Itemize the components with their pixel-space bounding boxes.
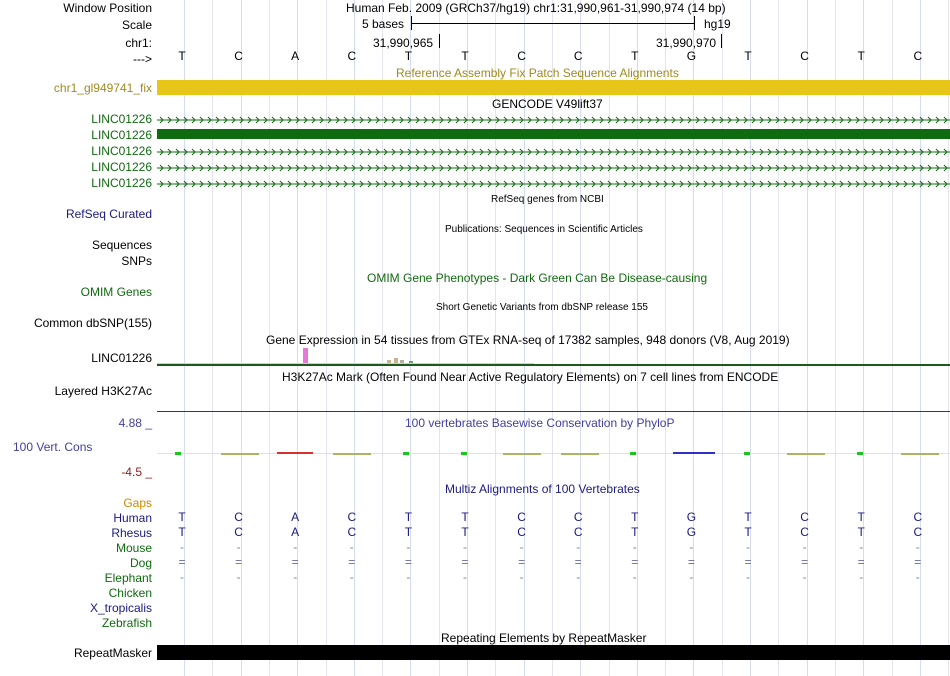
- alignment-base: C: [800, 525, 809, 539]
- multiz-gaps-label[interactable]: Gaps: [123, 496, 152, 510]
- base-letter: T: [744, 49, 752, 63]
- repeatmasker-element-bar[interactable]: [157, 645, 950, 660]
- fix-patch-track-label[interactable]: chr1_gl949741_fix: [53, 81, 152, 95]
- gtex-tissue-bar: [303, 348, 308, 363]
- window-position-label: Window Position: [63, 1, 152, 15]
- alignment-base: T: [631, 510, 639, 524]
- alignment-base: =: [518, 555, 526, 569]
- alignment-base: =: [348, 555, 356, 569]
- alignment-base: -: [463, 570, 467, 584]
- base-letter: C: [517, 49, 526, 63]
- alignment-base: =: [801, 555, 809, 569]
- alignment-base: -: [915, 570, 920, 584]
- gencode-transcript-label-5[interactable]: LINC01226: [91, 176, 152, 190]
- phylop-score-mark: [901, 453, 939, 455]
- phylop-max-value: 4.88 _: [118, 416, 152, 430]
- transcript-4-intron-arrows: [157, 163, 950, 173]
- base-letter: C: [234, 49, 243, 63]
- alignment-base: -: [293, 540, 298, 554]
- alignment-base: -: [576, 540, 581, 554]
- gtex-track-title[interactable]: Gene Expression in 54 tissues from GTEx RNA-seq of 17382 samples, 948 donors (V8, Aug 2019): [266, 333, 790, 347]
- chromosome-label: chr1:: [125, 36, 152, 50]
- alignment-base: =: [914, 555, 922, 569]
- alignment-base: T: [857, 510, 865, 524]
- alignment-base: =: [178, 555, 186, 569]
- species-label-rhesus[interactable]: Rhesus: [111, 526, 152, 540]
- gtex-gene-bar[interactable]: [157, 364, 950, 366]
- omim-track-label[interactable]: OMIM Genes: [80, 285, 152, 299]
- base-letter: T: [631, 49, 639, 63]
- species-label-x-tropicalis[interactable]: X_tropicalis: [89, 601, 152, 615]
- gencode-transcript-label-3[interactable]: LINC01226: [91, 144, 152, 158]
- gencode-transcript-4[interactable]: [157, 162, 950, 172]
- base-letter: T: [404, 49, 413, 63]
- publications-track-title[interactable]: Publications: Sequences in Scientific Articles: [445, 224, 643, 235]
- alignment-base: T: [178, 510, 186, 524]
- alignment-base: -: [632, 570, 637, 584]
- alignment-base: -: [689, 570, 694, 584]
- alignment-base: =: [687, 555, 695, 569]
- alignment-base: -: [802, 570, 807, 584]
- phylop-score-mark: [630, 452, 636, 455]
- phylop-min-value: -4.5 _: [121, 465, 152, 479]
- alignment-base: T: [461, 510, 469, 524]
- alignment-base: C: [517, 525, 526, 539]
- gtex-tissue-bar: [394, 358, 398, 363]
- alignment-base: C: [347, 525, 357, 539]
- gencode-transcript-label-4[interactable]: LINC01226: [91, 160, 152, 174]
- base-letter: T: [461, 49, 469, 63]
- alignment-base: C: [573, 510, 583, 524]
- phylop-score-mark: [403, 452, 409, 455]
- scale-bar: [411, 23, 695, 24]
- alignment-base: -: [463, 540, 467, 554]
- ruler-position-right: 31,990,970: [656, 36, 717, 50]
- alignment-base: G: [686, 525, 697, 539]
- alignment-base: =: [461, 555, 469, 569]
- phylop-score-mark: [744, 452, 750, 455]
- gtex-expression-graph[interactable]: [157, 348, 534, 364]
- alignment-base: -: [859, 570, 864, 584]
- phylop-score-mark: [333, 453, 371, 455]
- h3k27ac-track-label[interactable]: Layered H3K27Ac: [54, 384, 152, 398]
- phylop-track-title[interactable]: 100 vertebrates Basewise Conservation by PhyloP: [405, 416, 675, 430]
- grid-line: [892, 0, 893, 676]
- strand-label: --->: [133, 52, 152, 66]
- alignment-base: -: [180, 540, 184, 554]
- base-letter: C: [800, 49, 809, 63]
- grid-line: [948, 0, 949, 676]
- alignment-base: -: [406, 540, 411, 554]
- base-letter: C: [913, 49, 923, 63]
- alignment-base: =: [235, 555, 243, 569]
- base-letter: T: [857, 49, 865, 63]
- alignment-base: -: [802, 540, 807, 554]
- alignment-base: A: [291, 510, 300, 524]
- species-label-mouse[interactable]: Mouse: [115, 541, 152, 555]
- grid-line: [835, 0, 836, 676]
- alignment-base: C: [913, 510, 923, 524]
- gtex-track-label[interactable]: LINC01226: [91, 351, 152, 365]
- assembly-position-text: Human Feb. 2009 (GRCh37/hg19) chr1:31,990,961-31,990,974 (14 bp): [346, 1, 726, 15]
- alignment-base: A: [291, 525, 300, 539]
- alignment-base: -: [406, 570, 411, 584]
- alignment-base: T: [744, 510, 752, 524]
- alignment-base: -: [349, 570, 354, 584]
- phylop-track-label[interactable]: 100 Vert. Cons: [13, 440, 93, 454]
- fix-patch-track-title[interactable]: Reference Assembly Fix Patch Sequence Alignments: [396, 66, 679, 80]
- grid-line: [212, 0, 213, 676]
- alignment-base: -: [519, 570, 524, 584]
- dbsnp-track-title[interactable]: Short Genetic Variants from dbSNP release 155: [436, 302, 648, 313]
- transcript-3-intron-arrows: [157, 147, 950, 157]
- alignment-base: -: [236, 540, 241, 554]
- gencode-transcript-label-1[interactable]: LINC01226: [91, 112, 152, 126]
- publications-track-label[interactable]: Sequences: [91, 238, 152, 252]
- multiz-track-title[interactable]: Multiz Alignments of 100 Vertebrates: [445, 482, 640, 496]
- snps-track-label[interactable]: SNPs: [121, 254, 152, 268]
- alignment-base: =: [291, 555, 299, 569]
- phylop-score-mark: [787, 453, 825, 455]
- refseq-track-label[interactable]: RefSeq Curated: [65, 207, 152, 221]
- transcript-5-intron-arrows: [157, 179, 950, 189]
- repeatmasker-track-label[interactable]: RepeatMasker: [73, 646, 152, 660]
- phylop-score-mark: [221, 453, 259, 455]
- alignment-base: =: [574, 555, 582, 569]
- ruler-tick-left: [439, 34, 440, 48]
- alignment-base: T: [461, 525, 469, 539]
- phylop-score-mark: [461, 452, 467, 455]
- species-label-dog[interactable]: Dog: [129, 556, 152, 570]
- alignment-base: C: [800, 510, 809, 524]
- h3k27ac-track-title[interactable]: H3K27Ac Mark (Often Found Near Active Regulatory Elements) on 7 cell lines from ENCODE: [282, 370, 779, 384]
- alignment-base: =: [404, 555, 412, 569]
- alignment-base: C: [913, 525, 923, 539]
- alignment-base: T: [857, 525, 865, 539]
- alignment-base: =: [631, 555, 639, 569]
- base-letter: G: [686, 49, 697, 63]
- phylop-score-mark: [561, 453, 599, 455]
- alignment-base: -: [576, 570, 581, 584]
- alignment-base: -: [915, 540, 920, 554]
- scale-db-label: hg19: [704, 17, 731, 31]
- alignment-base: -: [519, 540, 524, 554]
- species-label-chicken[interactable]: Chicken: [108, 586, 152, 600]
- phylop-score-mark: [277, 452, 313, 454]
- alignment-base: G: [686, 510, 697, 524]
- refseq-track-title[interactable]: RefSeq genes from NCBI: [491, 194, 604, 205]
- alignment-base: -: [236, 570, 241, 584]
- alignment-base: C: [234, 525, 243, 539]
- phylop-score-mark: [857, 452, 863, 455]
- species-label-elephant[interactable]: Elephant: [104, 571, 152, 585]
- alignment-base: =: [857, 555, 865, 569]
- scale-text: 5 bases: [362, 17, 405, 31]
- omim-track-title[interactable]: OMIM Gene Phenotypes - Dark Green Can Be Disease-causing: [367, 271, 708, 285]
- alignment-base: T: [404, 525, 413, 539]
- gencode-transcript-5[interactable]: [157, 178, 950, 188]
- alignment-base: C: [573, 525, 583, 539]
- repeatmasker-track-title[interactable]: Repeating Elements by RepeatMasker: [441, 631, 647, 645]
- alignment-base: T: [404, 510, 413, 524]
- gencode-transcript-3[interactable]: [157, 146, 950, 156]
- fix-patch-alignment-bar[interactable]: [157, 80, 950, 95]
- species-label-zebrafish[interactable]: Zebrafish: [101, 616, 152, 630]
- base-letter: C: [573, 49, 583, 63]
- gtex-tissue-bar: [400, 360, 404, 363]
- gencode-transcript-label-2[interactable]: LINC01226: [91, 128, 152, 142]
- phylop-score-mark: [175, 452, 181, 455]
- ruler-position-left: 31,990,965: [373, 36, 434, 50]
- transcript-1-intron-arrows: [157, 115, 950, 125]
- base-letter: C: [347, 49, 357, 63]
- phylop-score-mark: [503, 453, 541, 455]
- phylop-conservation-graph[interactable]: [157, 447, 950, 459]
- scale-label: Scale: [121, 18, 152, 32]
- gtex-tissue-bar: [409, 361, 413, 363]
- alignment-base: -: [689, 540, 694, 554]
- scale-bar-right-tick: [694, 16, 695, 30]
- species-label-human[interactable]: Human: [113, 511, 152, 525]
- gencode-transcript-1[interactable]: [157, 114, 950, 124]
- gencode-track-title[interactable]: GENCODE V49lift37: [492, 97, 603, 111]
- h3k27ac-signal-baseline[interactable]: [157, 411, 950, 412]
- dbsnp-track-label[interactable]: Common dbSNP(155): [33, 316, 152, 330]
- base-letter: T: [178, 49, 186, 63]
- phylop-score-mark: [673, 452, 715, 454]
- alignment-base: -: [632, 540, 637, 554]
- alignment-base: C: [234, 510, 243, 524]
- gencode-transcript-2-exon[interactable]: [157, 129, 950, 139]
- alignment-base: -: [293, 570, 298, 584]
- alignment-base: T: [631, 525, 639, 539]
- alignment-base: -: [180, 570, 184, 584]
- alignment-base: =: [744, 555, 752, 569]
- alignment-base: C: [347, 510, 357, 524]
- gtex-tissue-bar: [387, 360, 391, 363]
- base-letter: A: [291, 49, 300, 63]
- alignment-base: C: [517, 510, 526, 524]
- alignment-base: -: [746, 570, 750, 584]
- alignment-base: -: [349, 540, 354, 554]
- ruler-tick-right: [721, 34, 722, 48]
- phylop-zero-line: [157, 453, 950, 454]
- alignment-base: T: [744, 525, 752, 539]
- alignment-base: -: [746, 540, 750, 554]
- alignment-base: -: [859, 540, 864, 554]
- alignment-base: T: [178, 525, 186, 539]
